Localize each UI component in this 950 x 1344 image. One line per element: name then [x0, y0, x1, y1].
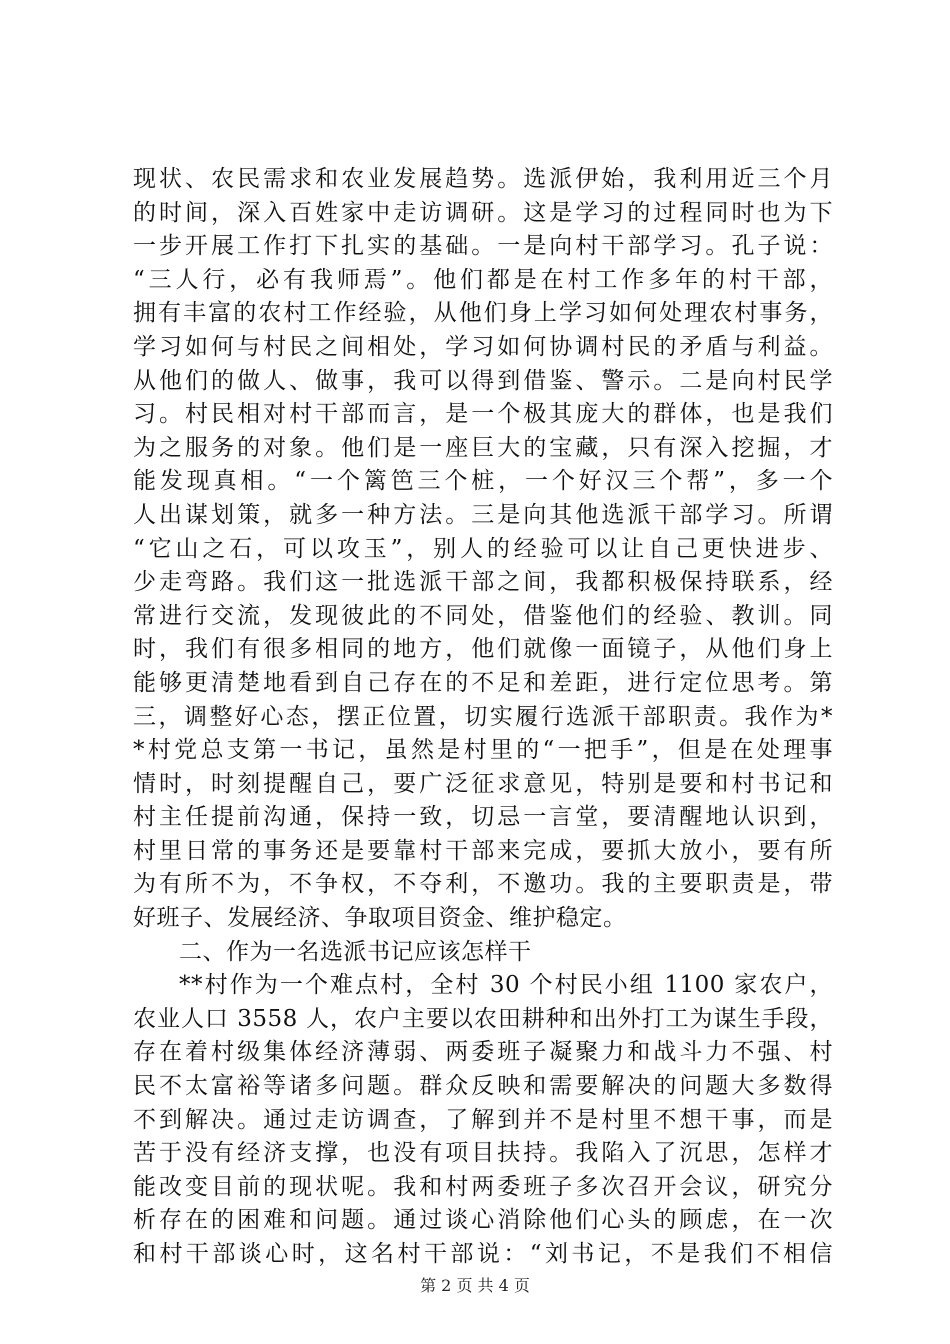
- text-line: 三，调整好心态，摆正位置，切实履行选派干部职责。我作为*: [133, 703, 833, 730]
- text-line: 和村干部谈心时，这名村干部说：“刘书记，不是我们不相信: [133, 1241, 833, 1267]
- text-line: 析存在的困难和问题。通过谈心消除他们心头的顾虑，在一次: [133, 1207, 833, 1234]
- text-line: 村主任提前沟通，保持一致，切忌一言堂，要清醒地认识到，: [133, 804, 833, 831]
- text-line: **村作为一个难点村，全村 30 个村民小组 1100 家农户，: [179, 972, 833, 999]
- page-footer: 第 2 页 共 4 页: [420, 1276, 530, 1295]
- text-line: 农业人口 3558 人，农户主要以农田耕种和出外打工为谋生手段，: [133, 1005, 833, 1032]
- text-line: 民不太富裕等诸多问题。群众反映和需要解决的问题大多数得: [133, 1073, 833, 1100]
- text-line: 不到解决。通过走访调查，了解到并不是村里不想干事，而是: [133, 1106, 833, 1133]
- text-line: 好班子、发展经济、争取项目资金、维护稳定。: [133, 905, 627, 932]
- text-line: 学习如何与村民之间相处，学习如何协调村民的矛盾与利益。: [133, 333, 833, 360]
- text-line: “三人行，必有我师焉”。他们都是在村工作多年的村干部，: [133, 266, 833, 293]
- section-heading: 二、作为一名选派书记应该怎样干: [179, 938, 532, 965]
- text-line: 能改变目前的现状呢。我和村两委班子多次召开会议，研究分: [133, 1173, 833, 1200]
- text-line: 能够更清楚地看到自己存在的不足和差距，进行定位思考。第: [133, 669, 833, 696]
- text-line: 的时间，深入百姓家中走访调研。这是学习的过程同时也为下: [133, 199, 833, 226]
- text-line: 人出谋划策，就多一种方法。三是向其他选派干部学习。所谓: [133, 501, 833, 528]
- text-line: 能发现真相。“一个篱笆三个桩，一个好汉三个帮”，多一个: [133, 468, 833, 495]
- text-line: 拥有丰富的农村工作经验，从他们身上学习如何处理农村事务，: [133, 300, 833, 327]
- text-line: “它山之石，可以攻玉”，别人的经验可以让自己更快进步、: [133, 535, 833, 562]
- text-line: 为之服务的对象。他们是一座巨大的宝藏，只有深入挖掘，才: [133, 434, 833, 461]
- text-line: 时，我们有很多相同的地方，他们就像一面镜子，从他们身上: [133, 636, 833, 663]
- text-line: 习。村民相对村干部而言，是一个极其庞大的群体，也是我们: [133, 401, 833, 428]
- text-line: 一步开展工作打下扎实的基础。一是向村干部学习。孔子说：: [133, 233, 833, 260]
- text-line: 情时，时刻提醒自己，要广泛征求意见，特别是要和村书记和: [133, 770, 833, 797]
- text-line: 少走弯路。我们这一批选派干部之间，我都积极保持联系，经: [133, 569, 833, 596]
- text-line: 为有所不为，不争权，不夺利，不邀功。我的主要职责是，带: [133, 871, 833, 898]
- text-line: 苦于没有经济支撑，也没有项目扶持。我陷入了沉思，怎样才: [133, 1140, 833, 1167]
- text-line: 现状、农民需求和农业发展趋势。选派伊始，我利用近三个月: [133, 166, 833, 192]
- text-line: 村里日常的事务还是要靠村干部来完成，要抓大放小，要有所: [133, 837, 833, 864]
- text-line: 存在着村级集体经济薄弱、两委班子凝聚力和战斗力不强、村: [133, 1039, 833, 1066]
- text-line: *村党总支第一书记，虽然是村里的“一把手”，但是在处理事: [133, 737, 833, 764]
- body-text: [133, 163, 833, 1272]
- text-line: 从他们的做人、做事，我可以得到借鉴、警示。二是向村民学: [133, 367, 833, 394]
- text-line: 常进行交流，发现彼此的不同处，借鉴他们的经验、教训。同: [133, 602, 833, 629]
